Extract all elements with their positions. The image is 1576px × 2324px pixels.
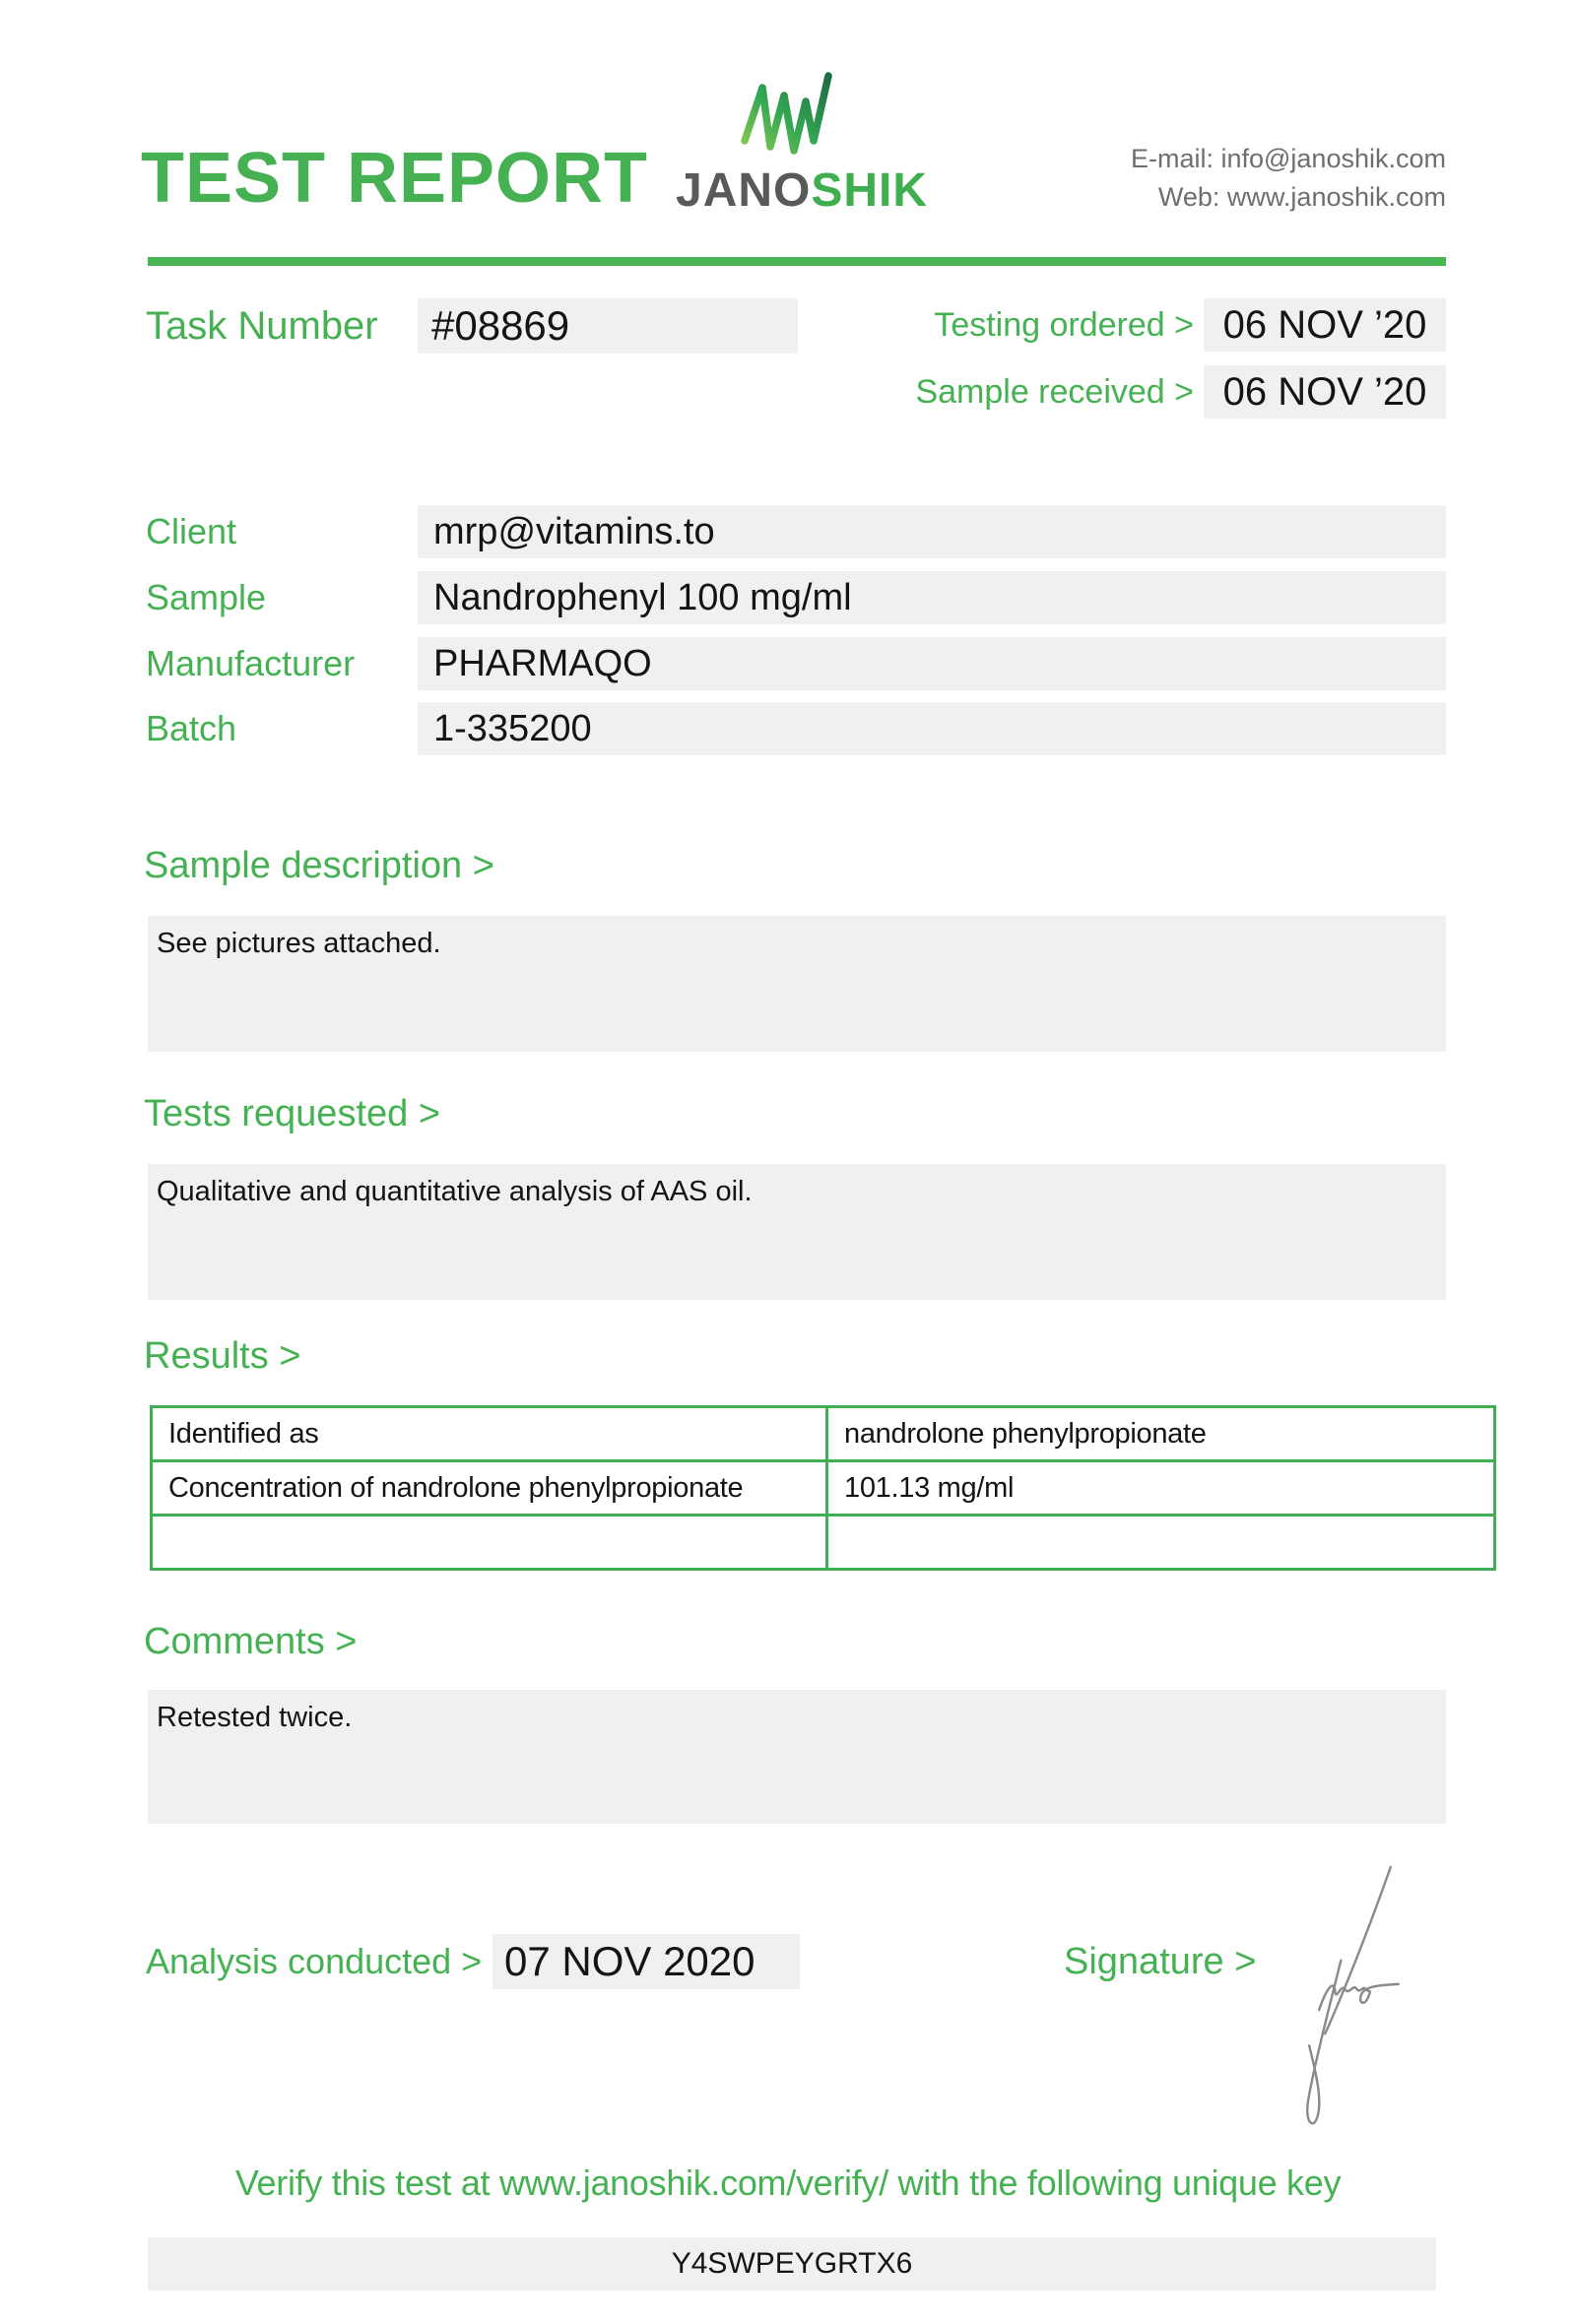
page-title: TEST REPORT [141, 139, 649, 218]
verify-key-value: Y4SWPEYGRTX6 [148, 2237, 1436, 2291]
brand-name-primary: JANO [676, 164, 812, 217]
results-table [150, 1405, 1496, 1571]
contact-web-line: Web: www.janoshik.com [1157, 182, 1446, 212]
contact-email-line: E-mail: info@janoshik.com [1130, 144, 1446, 173]
results-cell-empty-label [152, 1516, 827, 1570]
analysis-date-value: 07 NOV 2020 [492, 1934, 800, 1989]
results-cell-concentration-value: 101.13 mg/ml [827, 1461, 1495, 1516]
batch-value: 1-335200 [418, 702, 1446, 755]
signature-label: Signature > [1064, 1941, 1257, 1982]
brand-wordmark [676, 163, 929, 218]
testing-ordered-value: 06 NOV ’20 [1204, 298, 1446, 352]
header-divider [148, 257, 1446, 266]
results-row [152, 1516, 1495, 1570]
client-value: mrp@vitamins.to [418, 505, 1446, 558]
trend-chart-icon [737, 67, 835, 163]
client-label: Client [146, 511, 237, 551]
task-number-value: #08869 [418, 298, 798, 354]
results-cell-empty-value [827, 1516, 1495, 1570]
results-cell-identified-label: Identified as [152, 1407, 827, 1461]
analysis-conducted-label: Analysis conducted > [146, 1941, 483, 1981]
sample-value: Nandrophenyl 100 mg/ml [418, 571, 1446, 624]
results-cell-identified-value: nandrolone phenylpropionate [827, 1407, 1495, 1461]
sample-received-label: Sample received > [915, 373, 1194, 411]
comments-box [148, 1690, 1446, 1824]
results-row [152, 1407, 1495, 1461]
tests-requested-body: Qualitative and quantitative analysis of AAS oil. [157, 1176, 753, 1207]
sample-description-box [148, 916, 1446, 1052]
tests-requested-heading: Tests requested > [144, 1093, 441, 1134]
signature-image [1273, 1859, 1445, 2147]
batch-label: Batch [146, 708, 237, 748]
comments-heading: Comments > [144, 1621, 358, 1662]
sample-description-body: See pictures attached. [157, 928, 441, 959]
manufacturer-label: Manufacturer [146, 643, 356, 683]
results-heading: Results > [144, 1335, 301, 1377]
verify-instruction-text: Verify this test at www.janoshik.com/verify/ with the following unique key [234, 2163, 1342, 2203]
comments-body: Retested twice. [157, 1702, 353, 1733]
results-cell-concentration-label: Concentration of nandrolone phenylpropionate [152, 1461, 827, 1516]
sample-received-value: 06 NOV ’20 [1204, 365, 1446, 419]
task-number-label: Task Number [146, 304, 378, 348]
contact-block [1131, 140, 1446, 217]
brand-name-secondary: SHIK [811, 164, 929, 217]
sample-label: Sample [146, 577, 267, 617]
tests-requested-box [148, 1164, 1446, 1300]
results-row [152, 1461, 1495, 1516]
testing-ordered-label: Testing ordered > [934, 306, 1194, 344]
manufacturer-value: PHARMAQO [418, 637, 1446, 690]
sample-description-heading: Sample description > [144, 845, 494, 886]
